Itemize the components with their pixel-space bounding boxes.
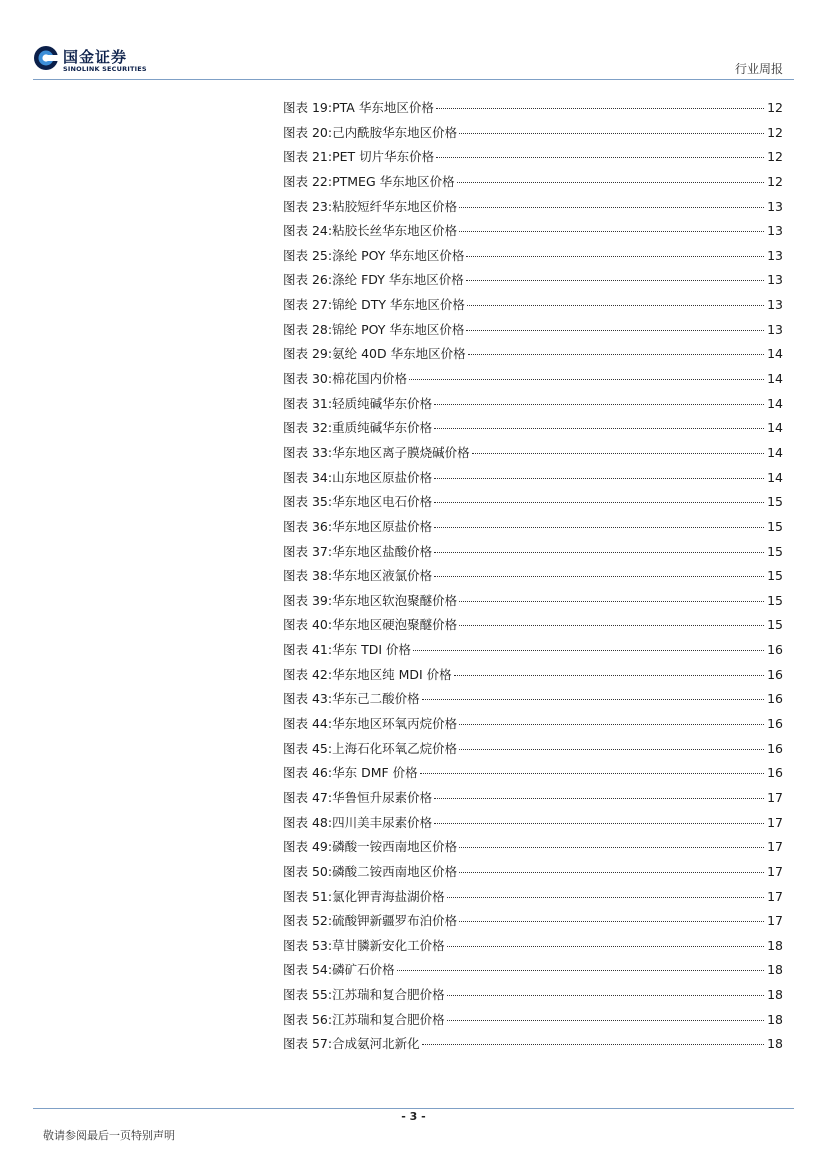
toc-entry-label: 图表 55: — [283, 987, 333, 1003]
toc-entry[interactable] — [283, 170, 783, 195]
toc-dot-leader — [459, 625, 764, 626]
toc-entry-label: 图表 49: — [283, 839, 333, 855]
toc-entry-page: 12 — [767, 149, 783, 165]
toc-dot-leader — [434, 552, 764, 553]
disclaimer-note: 敬请参阅最后一页特别声明 — [43, 1129, 175, 1142]
toc-dot-leader — [434, 404, 764, 405]
toc-entry-title: 磷矿石价格 — [332, 962, 395, 978]
logo-english-name: SINOLINK SECURITIES — [63, 65, 147, 73]
toc-entry[interactable] — [283, 786, 783, 811]
toc-dot-leader — [434, 502, 764, 503]
toc-entry[interactable] — [283, 638, 783, 663]
toc-entry-page: 13 — [767, 198, 783, 214]
toc-entry[interactable] — [283, 909, 783, 934]
toc-entry-label: 图表 53: — [283, 937, 333, 953]
header-divider — [33, 79, 794, 80]
toc-entry-label: 图表 38: — [283, 568, 333, 584]
toc-entry-label: 图表 44: — [283, 716, 333, 732]
toc-entry[interactable] — [283, 96, 783, 121]
toc-entry-page: 18 — [767, 987, 783, 1003]
toc-dot-leader — [434, 823, 764, 824]
toc-entry-page: 17 — [767, 789, 783, 805]
toc-dot-leader — [434, 478, 764, 479]
toc-entry-label: 图表 21: — [283, 149, 333, 165]
toc-entry-label: 图表 45: — [283, 740, 333, 756]
toc-entry-title: 江苏瑞和复合肥价格 — [332, 987, 445, 1003]
toc-entry-title: 轻质纯碱华东价格 — [332, 395, 433, 411]
toc-entry-page: 13 — [767, 272, 783, 288]
toc-entry[interactable] — [283, 761, 783, 786]
toc-entry-title: 氯化钾青海盐湖价格 — [332, 888, 445, 904]
toc-dot-leader — [457, 182, 764, 183]
toc-entry-label: 图表 47: — [283, 789, 333, 805]
toc-entry-label: 图表 43: — [283, 691, 333, 707]
toc-entry-page: 17 — [767, 888, 783, 904]
toc-entry-label: 图表 34: — [283, 469, 333, 485]
toc-entry-page: 13 — [767, 321, 783, 337]
toc-dot-leader — [434, 527, 764, 528]
toc-entry-label: 图表 32: — [283, 420, 333, 436]
toc-entry-label: 图表 37: — [283, 543, 333, 559]
toc-entry-page: 15 — [767, 494, 783, 510]
toc-entry[interactable] — [283, 983, 783, 1008]
toc-entry-page: 16 — [767, 716, 783, 732]
toc-entry[interactable] — [283, 367, 783, 392]
toc-entry[interactable] — [283, 466, 783, 491]
toc-dot-leader — [472, 453, 764, 454]
toc-dot-leader — [434, 798, 764, 799]
toc-entry-label: 图表 51: — [283, 888, 333, 904]
toc-entry-page: 12 — [767, 124, 783, 140]
toc-entry-page: 15 — [767, 617, 783, 633]
toc-entry-label: 图表 42: — [283, 666, 333, 682]
toc-entry-page: 12 — [767, 100, 783, 115]
toc-entry-label: 图表 57: — [283, 1036, 333, 1052]
toc-entry-page: 18 — [767, 1011, 783, 1027]
toc-entry-label: 图表 30: — [283, 371, 333, 387]
toc-entry-page: 15 — [767, 592, 783, 608]
toc-entry[interactable] — [283, 860, 783, 885]
toc-entry-title: 锦纶 POY 华东地区价格 — [332, 321, 465, 337]
toc-entry-label: 图表 19: — [283, 100, 333, 115]
toc-dot-leader — [447, 897, 764, 898]
toc-entry[interactable] — [283, 540, 783, 565]
toc-entry[interactable] — [283, 712, 783, 737]
toc-entry-label: 图表 39: — [283, 592, 333, 608]
toc-entry-page: 15 — [767, 568, 783, 584]
toc-entry-title: 磷酸二铵西南地区价格 — [332, 863, 458, 879]
toc-dot-leader — [413, 650, 764, 651]
toc-dot-leader — [420, 773, 764, 774]
toc-entry[interactable] — [283, 1008, 783, 1033]
toc-entry-page: 14 — [767, 371, 783, 387]
toc-entry-label: 图表 46: — [283, 765, 333, 781]
toc-entry-title: PTMEG 华东地区价格 — [332, 173, 455, 189]
toc-dot-leader — [434, 428, 764, 429]
toc-entry[interactable] — [283, 121, 783, 146]
toc-entry-title: 华东地区硬泡聚醚价格 — [332, 617, 458, 633]
toc-entry-title: 硫酸钾新疆罗布泊价格 — [332, 913, 458, 929]
toc-entry-title: 合成氨河北新化 — [332, 1036, 420, 1052]
toc-dot-leader — [467, 305, 764, 306]
toc-entry-title: 华东地区环氧丙烷价格 — [332, 716, 458, 732]
toc-entry-page: 18 — [767, 962, 783, 978]
toc-entry-title: PTA 华东地区价格 — [332, 100, 434, 115]
toc-entry-page: 14 — [767, 346, 783, 362]
toc-entry-page: 15 — [767, 543, 783, 559]
toc-entry-label: 图表 40: — [283, 617, 333, 633]
toc-entry-title: 己内酰胺华东地区价格 — [332, 124, 458, 140]
toc-entry-title: 上海石化环氧乙烷价格 — [332, 740, 458, 756]
toc-entry-page: 13 — [767, 247, 783, 263]
toc-entry-label: 图表 24: — [283, 223, 333, 239]
toc-dot-leader — [397, 970, 764, 971]
toc-dot-leader — [422, 699, 764, 700]
toc-entry-page: 14 — [767, 395, 783, 411]
toc-entry-label: 图表 33: — [283, 444, 333, 460]
toc-dot-leader — [459, 724, 764, 725]
toc-entry-title: 氨纶 40D 华东地区价格 — [332, 346, 466, 362]
toc-entry-title: 四川美丰尿素价格 — [332, 814, 433, 830]
toc-entry-label: 图表 36: — [283, 518, 333, 534]
toc-entry-title: 锦纶 DTY 华东地区价格 — [332, 297, 465, 313]
toc-dot-leader — [409, 379, 764, 380]
toc-entry[interactable] — [283, 885, 783, 910]
toc-entry-title: 棉花国内价格 — [332, 371, 408, 387]
toc-dot-leader — [459, 601, 764, 602]
toc-dot-leader — [459, 133, 764, 134]
toc-entry-label: 图表 20: — [283, 124, 333, 140]
toc-entry[interactable] — [283, 441, 783, 466]
toc-dot-leader — [436, 108, 764, 109]
sinolink-logo-icon — [33, 45, 59, 71]
toc-dot-leader — [447, 995, 764, 996]
toc-entry-label: 图表 48: — [283, 814, 333, 830]
toc-entry[interactable] — [283, 564, 783, 589]
toc-dot-leader — [459, 921, 764, 922]
toc-dot-leader — [459, 231, 764, 232]
toc-entry[interactable] — [283, 687, 783, 712]
toc-dot-leader — [436, 157, 764, 158]
toc-entry-title: 华东 DMF 价格 — [332, 765, 418, 781]
toc-entry-title: 江苏瑞和复合肥价格 — [332, 1011, 445, 1027]
toc-entry-page: 15 — [767, 518, 783, 534]
toc-entry-label: 图表 31: — [283, 395, 333, 411]
toc-entry-page: 16 — [767, 691, 783, 707]
toc-entry-title: 华东地区原盐价格 — [332, 518, 433, 534]
toc-entry-page: 18 — [767, 1036, 783, 1052]
page-number: - 3 - — [401, 1110, 426, 1123]
toc-entry[interactable] — [283, 663, 783, 688]
toc-entry[interactable] — [283, 416, 783, 441]
toc-entry[interactable] — [283, 268, 783, 293]
toc-entry[interactable] — [283, 958, 783, 983]
figure-table-of-contents — [283, 96, 783, 1057]
toc-entry-label: 图表 41: — [283, 642, 333, 658]
toc-entry-title: 华东地区盐酸价格 — [332, 543, 433, 559]
toc-entry-title: 华东地区软泡聚醚价格 — [332, 592, 458, 608]
toc-dot-leader — [459, 207, 764, 208]
toc-dot-leader — [447, 1020, 764, 1021]
toc-entry-title: 华鲁恒升尿素价格 — [332, 789, 433, 805]
toc-dot-leader — [466, 280, 764, 281]
toc-entry[interactable] — [283, 244, 783, 269]
toc-entry-title: 粘胶长丝华东地区价格 — [332, 223, 458, 239]
toc-entry[interactable] — [283, 589, 783, 614]
toc-entry-page: 17 — [767, 839, 783, 855]
toc-dot-leader — [466, 330, 764, 331]
toc-entry-page: 18 — [767, 937, 783, 953]
toc-entry-label: 图表 26: — [283, 272, 333, 288]
toc-entry-label: 图表 50: — [283, 863, 333, 879]
toc-entry-page: 17 — [767, 863, 783, 879]
toc-entry-title: 华东地区电石价格 — [332, 494, 433, 510]
toc-dot-leader — [454, 675, 764, 676]
toc-dot-leader — [466, 256, 764, 257]
toc-entry-page: 14 — [767, 420, 783, 436]
toc-entry-label: 图表 23: — [283, 198, 333, 214]
toc-entry-label: 图表 27: — [283, 297, 333, 313]
toc-entry-title: 粘胶短纤华东地区价格 — [332, 198, 458, 214]
toc-entry-page: 17 — [767, 814, 783, 830]
toc-entry-label: 图表 35: — [283, 494, 333, 510]
toc-entry-label: 图表 22: — [283, 173, 333, 189]
toc-entry[interactable] — [283, 219, 783, 244]
toc-entry-title: 磷酸一铵西南地区价格 — [332, 839, 458, 855]
toc-entry-label: 图表 25: — [283, 247, 333, 263]
toc-entry-label: 图表 28: — [283, 321, 333, 337]
toc-entry-title: 华东地区纯 MDI 价格 — [332, 666, 452, 682]
toc-entry-page: 17 — [767, 913, 783, 929]
toc-dot-leader — [447, 946, 764, 947]
toc-entry[interactable] — [283, 490, 783, 515]
toc-entry-page: 12 — [767, 173, 783, 189]
toc-dot-leader — [434, 576, 764, 577]
toc-entry-label: 图表 54: — [283, 962, 333, 978]
toc-entry[interactable] — [283, 293, 783, 318]
footer-divider — [33, 1108, 794, 1109]
toc-entry[interactable] — [283, 1032, 783, 1057]
toc-entry-label: 图表 52: — [283, 913, 333, 929]
toc-entry-page: 14 — [767, 469, 783, 485]
toc-entry[interactable] — [283, 392, 783, 417]
toc-entry[interactable] — [283, 934, 783, 959]
toc-entry[interactable] — [283, 145, 783, 170]
logo-chinese-name: 国金证券 — [63, 48, 128, 66]
toc-entry-label: 图表 29: — [283, 346, 333, 362]
toc-entry-title: 涤纶 POY 华东地区价格 — [332, 247, 465, 263]
toc-dot-leader — [422, 1044, 764, 1045]
toc-entry-page: 16 — [767, 642, 783, 658]
toc-entry[interactable] — [283, 613, 783, 638]
toc-entry-page: 13 — [767, 223, 783, 239]
toc-entry-label: 图表 56: — [283, 1011, 333, 1027]
toc-dot-leader — [459, 847, 764, 848]
toc-entry[interactable] — [283, 737, 783, 762]
toc-entry-title: 华东己二酸价格 — [332, 691, 420, 707]
toc-entry[interactable] — [283, 195, 783, 220]
toc-entry[interactable] — [283, 318, 783, 343]
toc-entry-title: 重质纯碱华东价格 — [332, 420, 433, 436]
toc-entry-title: 华东地区离子膜烧碱价格 — [332, 444, 470, 460]
toc-dot-leader — [459, 749, 764, 750]
toc-entry-title: 涤纶 FDY 华东地区价格 — [332, 272, 464, 288]
toc-entry-page: 16 — [767, 740, 783, 756]
toc-entry-title: 草甘膦新安化工价格 — [332, 937, 445, 953]
toc-entry-title: 华东地区液氯价格 — [332, 568, 433, 584]
toc-entry-title: 山东地区原盐价格 — [332, 469, 433, 485]
toc-entry-title: 华东 TDI 价格 — [332, 642, 411, 658]
toc-entry-page: 13 — [767, 297, 783, 313]
toc-entry[interactable] — [283, 342, 783, 367]
report-type: 行业周报 — [734, 62, 783, 76]
page-header — [0, 0, 827, 80]
toc-entry-title: PET 切片华东价格 — [332, 149, 435, 165]
toc-entry-page: 16 — [767, 765, 783, 781]
toc-entry-page: 14 — [767, 444, 783, 460]
toc-dot-leader — [459, 872, 764, 873]
toc-entry[interactable] — [283, 515, 783, 540]
toc-entry-page: 16 — [767, 666, 783, 682]
toc-entry[interactable] — [283, 811, 783, 836]
toc-dot-leader — [468, 354, 764, 355]
toc-entry[interactable] — [283, 835, 783, 860]
